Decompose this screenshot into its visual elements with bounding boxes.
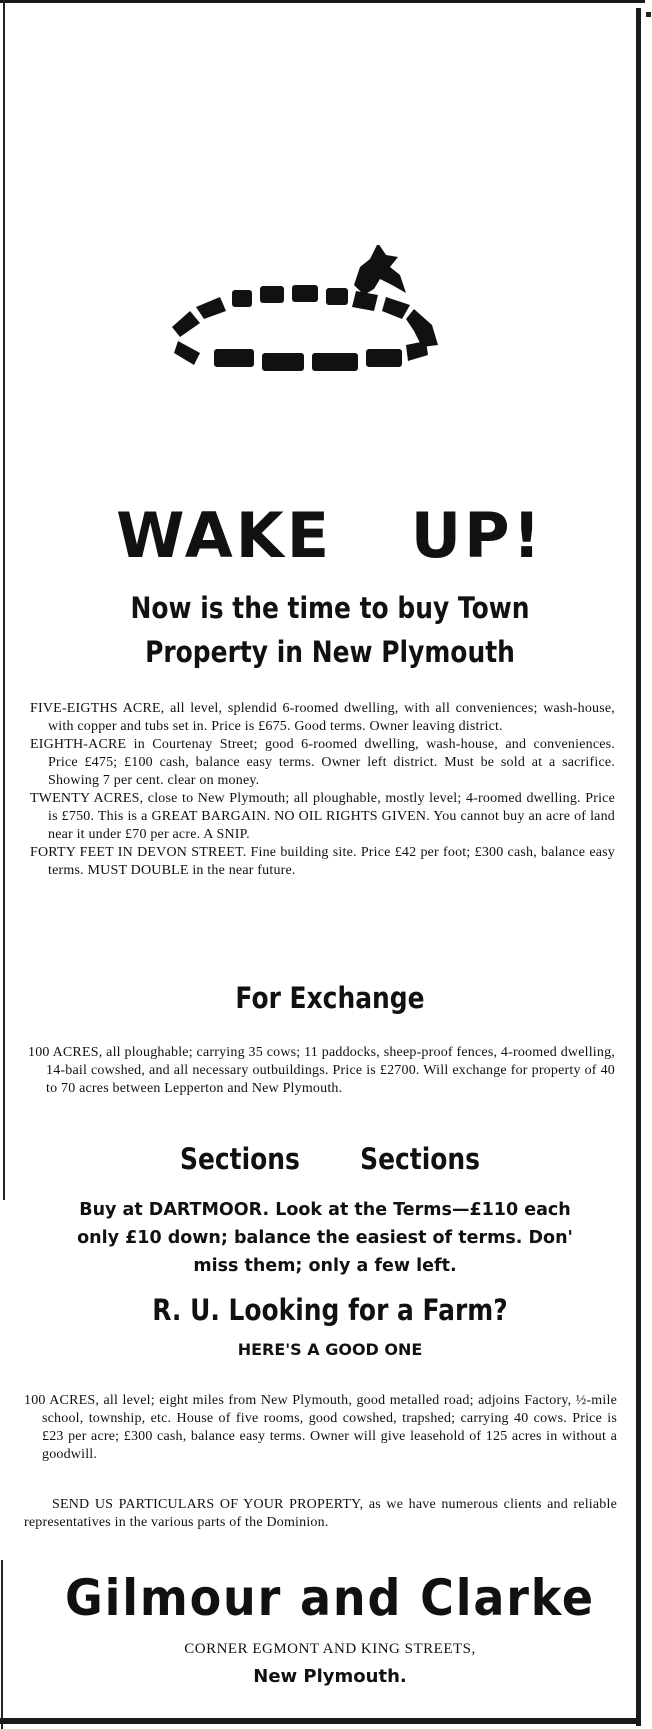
- subheadline: [72, 586, 588, 674]
- subheadline-line-2: Property in New Plymouth: [145, 635, 515, 669]
- listing-item: FORTY FEET IN DEVON STREET. Fine building site. Price £42 per foot; £300 cash, balance easy terms. MUST DOUBLE in the near future.: [30, 845, 615, 878]
- border-right: [636, 8, 641, 1726]
- dartmoor-line-1: Buy at DARTMOOR. Look at the Terms—£110 each: [79, 1200, 571, 1220]
- firm-address: CORNER EGMONT AND KING STREETS,: [184, 1641, 476, 1657]
- dartmoor-line-2: only £10 down; balance the easiest of terms. Don': [77, 1228, 573, 1248]
- dartmoor-line-3: miss them; only a few left.: [193, 1256, 457, 1276]
- dartmoor-offer: [45, 1196, 605, 1280]
- exchange-heading: For Exchange: [235, 981, 425, 1015]
- firm-city: New Plymouth.: [253, 1666, 407, 1687]
- listing-item: FIVE-EIGTHS ACRE, all level, splendid 6-roomed dwelling, with all conveniences; wash-house, with copper and tubs set in. Price is £675. Good terms. Owner leaving district.: [30, 701, 615, 734]
- farm-listing: [24, 1392, 617, 1464]
- border-left: [3, 0, 5, 1200]
- corner-mark: [646, 12, 651, 17]
- border-bottom: [0, 1718, 640, 1724]
- border-top: [0, 0, 645, 3]
- exchange-listing: [28, 1044, 615, 1098]
- listing-item: TWENTY ACRES, close to New Plymouth; all ploughable, mostly level; 4-roomed dwelling. Price is £750. This is a GREAT BARGAIN. NO OIL RIGHTS GIVEN. You cannot buy an acre of land near it under £70 per acre. A SNIP.: [30, 791, 615, 842]
- send-particulars-text: SEND US PARTICULARS OF YOUR PROPERTY, as we have numerous clients and reliable representatives in the various parts of the Dominion.: [24, 1497, 617, 1530]
- sections-heading: Sections Sections: [179, 1142, 481, 1176]
- farm-heading: R. U. Looking for a Farm?: [152, 1293, 508, 1327]
- ring-with-hand-icon: [170, 245, 490, 405]
- subheadline-line-1: Now is the time to buy Town: [130, 591, 530, 625]
- listing-item: EIGHTH-ACRE in Courtenay Street; good 6-roomed dwelling, wash-house, and conveniences. Price £475; £100 cash, balance easy terms. Owner left district. Must be sold at a sacrifice. Showing 7 per cent. clear on money.: [30, 737, 615, 788]
- property-listings: [30, 700, 615, 880]
- farm-text: 100 ACRES, all level; eight miles from New Plymouth, good metalled road; adjoins Factory, ½-mile school, township, etc. House of five rooms, good cowshed, trapshed; carrying 40 cows. Price is £23 per acre; £300 cash, balance easy terms. Owner will give leasehold of 125 acres in without a goodwill.: [24, 1393, 617, 1462]
- border-left-lower: [1, 1560, 3, 1729]
- exchange-text: 100 ACRES, all ploughable; carrying 35 cows; 11 paddocks, sheep-proof fences, 4-roomed dwelling, 14-bail cowshed, and all necessary outbuildings. Price is £2700. Will exchange for property of 40 to 70 acres between Lepperton and New Plymouth.: [28, 1045, 615, 1096]
- farm-subheading: HERE'S A GOOD ONE: [237, 1340, 423, 1359]
- firm-name: Gilmour and Clarke: [65, 1569, 595, 1627]
- headline: WAKE UP!: [116, 499, 544, 572]
